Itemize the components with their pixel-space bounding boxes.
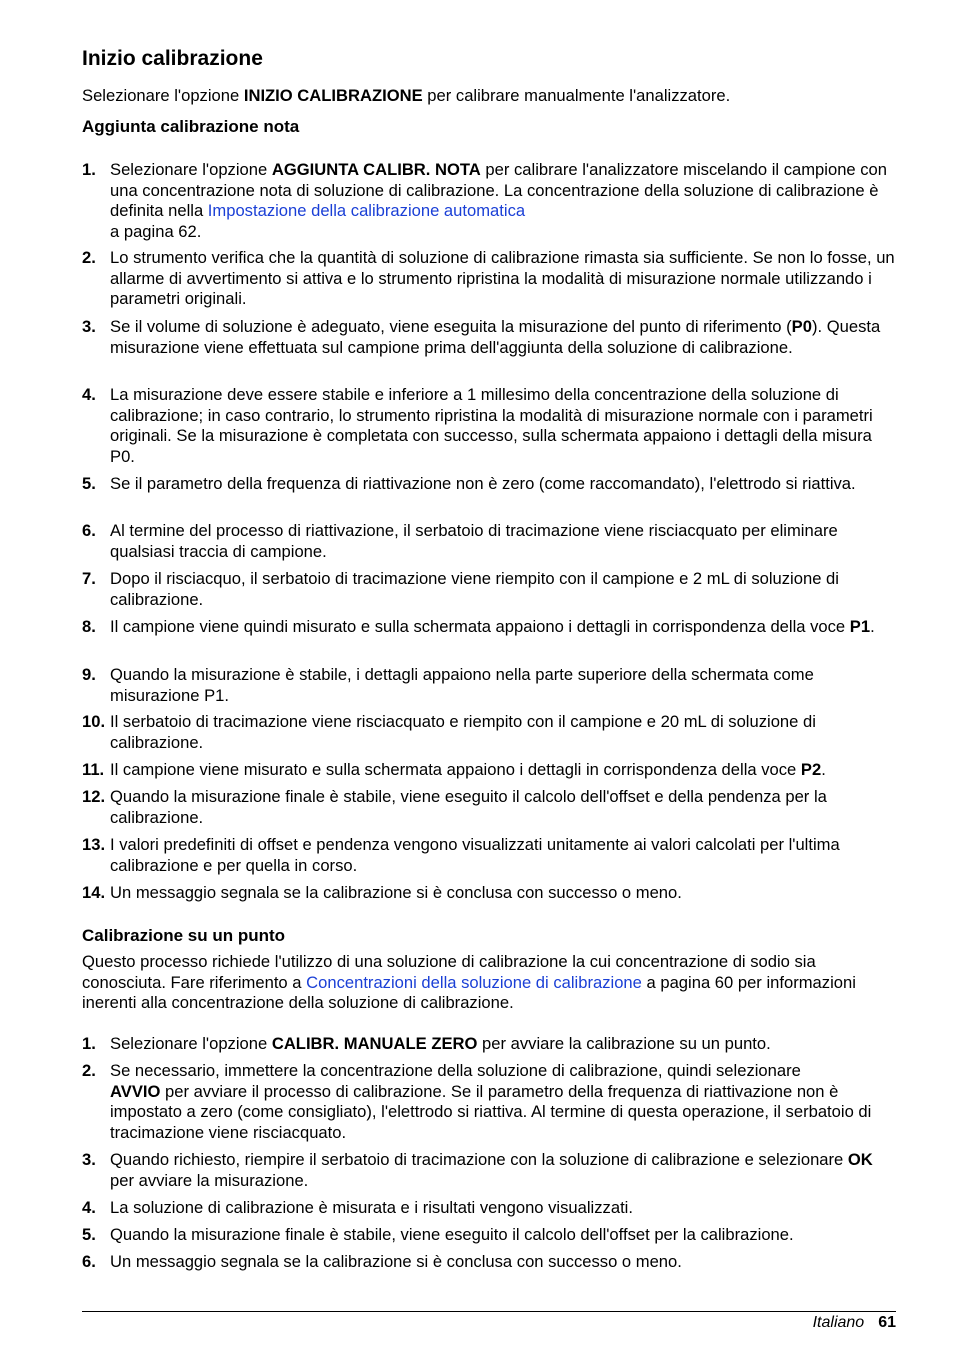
list-item: 2. Lo strumento verifica che la quantità di soluzione di calibrazione rimasta sia sufficiente. Se non lo fosse, un allarme di avvertimento si attiva e lo strumento ripristina la modalità di misurazione normale utilizzando i parametri originali. xyxy=(82,248,895,308)
list-item: 12. Quando la misurazione finale è stabile, viene eseguito il calcolo dell'offset e della pendenza per la calibrazione. xyxy=(82,787,827,827)
footer-language: Italiano xyxy=(812,1314,865,1331)
list-item: 5. Se il parametro della frequenza di riattivazione non è zero (come raccomandato), l'elettrodo si riattiva. xyxy=(82,474,856,493)
cross-reference-link[interactable]: Concentrazioni della soluzione di calibrazione xyxy=(306,972,642,992)
subsection-title: Aggiunta calibrazione nota xyxy=(82,117,300,136)
list-item: 14. Un messaggio segnala se la calibrazione si è conclusa con successo o meno. xyxy=(82,883,682,902)
list-item: 6. Al termine del processo di riattivazione, il serbatoio di tracimazione viene risciacquato per eliminare qualsiasi traccia di campione. xyxy=(82,521,838,561)
page-number: 61 xyxy=(878,1314,896,1331)
list-item: 2. Se necessario, immettere la concentrazione della soluzione di calibrazione, quindi selezionare AVVIO per avviare il processo di calibrazione. Se il parametro della frequenza di riattivazione non è impostato a zero (come consigliato), l'elettrodo si riattiva. Al termine di questa operazione, il serbatoio di tracimazione viene risciacquato. xyxy=(82,1061,872,1142)
list-item: 1. Selezionare l'opzione AGGIUNTA CALIBR. NOTA per calibrare l'analizzatore miscelando il campione con una concentrazione nota di soluzione di calibrazione. La concentrazione della soluzione di calibrazione è definita nella Impostazione della calibrazione automatica a pagina 62. xyxy=(82,160,888,241)
list-item: 4. La soluzione di calibrazione è misurata e i risultati vengono visualizzati. xyxy=(82,1198,633,1217)
list-item: 9. Quando la misurazione è stabile, i dettagli appaiono nella parte superiore della schermata come misurazione P1. xyxy=(82,665,814,705)
section-header xyxy=(82,46,896,72)
subsection-singolo-header xyxy=(82,925,896,947)
list-item: 8. Il campione viene quindi misurato e sulla schermata appaiono i dettagli in corrispondenza della voce P1. xyxy=(82,617,875,636)
list-item: 3. Se il volume di soluzione è adeguato, viene eseguita la misurazione del punto di riferimento (P0). Questa misurazione viene effettuata sul campione prima dell'aggiunta della soluzione di calibrazione. xyxy=(82,317,881,357)
list-item: 7. Dopo il risciacquo, il serbatoio di tracimazione viene riempito con il campione e 2 mL di soluzione di calibrazione. xyxy=(82,569,839,609)
intro-paragraph: Selezionare l'opzione INIZIO CALIBRAZIONE per calibrare manualmente l'analizzatore. xyxy=(82,86,731,105)
list-item: 6. Un messaggio segnala se la calibrazione si è conclusa con successo o meno. xyxy=(82,1252,682,1271)
page-footer xyxy=(813,1313,896,1333)
list-item: 4. La misurazione deve essere stabile e inferiore a 1 millesimo della concentrazione della soluzione di calibrazione; in caso contrario, lo strumento ripristina la modalità di misurazione normale con i parametri originali. Se la misurazione è completata con successo, sulla schermata appaiono i dettagli della misura P0. xyxy=(82,385,873,466)
list-item: 5. Quando la misurazione finale è stabile, viene eseguito il calcolo dell'offset per la calibrazione. xyxy=(82,1225,794,1244)
list-item: 3. Quando richiesto, riempire il serbatoio di tracimazione con la soluzione di calibrazione e selezionare OK per avviare la misurazione. xyxy=(82,1150,873,1190)
subsection-title: Calibrazione su un punto xyxy=(82,926,286,945)
option-name: INIZIO CALIBRAZIONE xyxy=(243,86,423,105)
list-item: 10. Il serbatoio di tracimazione viene risciacquato e riempito con il campione e 20 mL di soluzione di calibrazione. xyxy=(82,712,816,752)
footer-divider xyxy=(82,1311,896,1312)
list-item: 13. I valori predefiniti di offset e pendenza vengono visualizzati unitamente ai valori calcolati per l'ultima calibrazione e per quella in corso. xyxy=(82,835,840,875)
list-item: 11. Il campione viene misurato e sulla schermata appaiono i dettagli in corrispondenza della voce P2. xyxy=(82,760,826,779)
subsection-aggiunta-header xyxy=(82,116,896,138)
singolo-intro: Questo processo richiede l'utilizzo di una soluzione di calibrazione la cui concentrazione di sodio sia conosciuta. Fare riferimento a Concentrazioni della soluzione di calibrazione a pagina 60 per informazioni inerenti alla concentrazione della soluzione di calibrazione. xyxy=(82,952,856,1012)
cross-reference-link[interactable]: Impostazione della calibrazione automatica xyxy=(207,201,526,220)
list-item: 1. Selezionare l'opzione CALIBR. MANUALE ZERO per avviare la calibrazione su un punto. xyxy=(82,1034,771,1053)
page-title: Inizio calibrazione xyxy=(82,47,263,70)
